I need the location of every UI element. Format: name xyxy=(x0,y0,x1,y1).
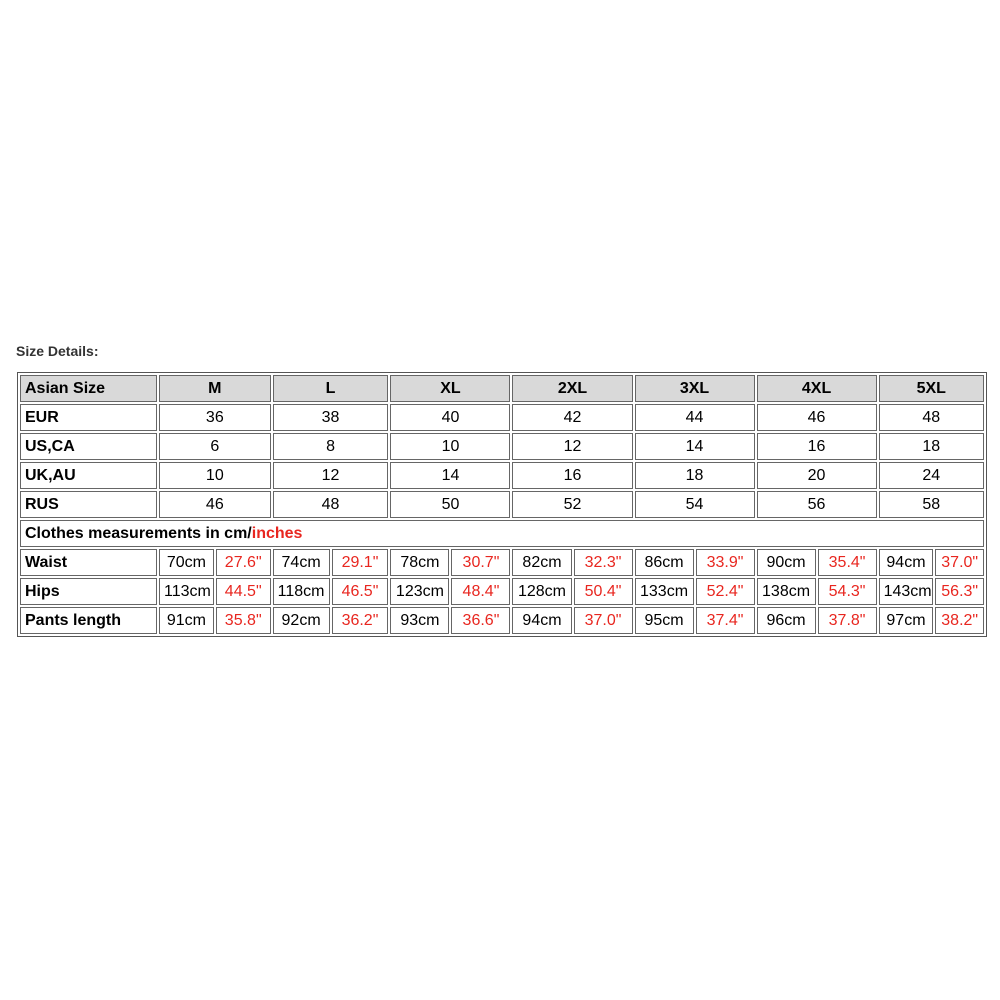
size-header: 4XL xyxy=(757,375,877,402)
size-value: 18 xyxy=(635,462,755,489)
conversion-row xyxy=(20,462,984,489)
cm-value: 118cm xyxy=(273,578,330,605)
size-value: 16 xyxy=(757,433,877,460)
size-value: 12 xyxy=(273,462,389,489)
measurement-row xyxy=(20,549,984,576)
row-label: Pants length xyxy=(20,607,157,634)
row-label: Hips xyxy=(20,578,157,605)
size-chart-table xyxy=(17,372,987,637)
inch-value: 37.0" xyxy=(574,607,633,634)
size-value: 36 xyxy=(159,404,271,431)
inch-value: 46.5" xyxy=(332,578,389,605)
measurement-row xyxy=(20,607,984,634)
size-value: 48 xyxy=(879,404,984,431)
cm-value: 143cm xyxy=(879,578,934,605)
size-value: 14 xyxy=(390,462,510,489)
inch-value: 33.9" xyxy=(696,549,755,576)
size-value: 18 xyxy=(879,433,984,460)
inch-value: 36.2" xyxy=(332,607,389,634)
inch-value: 52.4" xyxy=(696,578,755,605)
size-value: 10 xyxy=(159,462,271,489)
inch-value: 56.3" xyxy=(935,578,984,605)
inch-value: 30.7" xyxy=(451,549,510,576)
row-label: US,CA xyxy=(20,433,157,460)
inch-value: 37.0" xyxy=(935,549,984,576)
size-value: 48 xyxy=(273,491,389,518)
size-header: M xyxy=(159,375,271,402)
row-label: Waist xyxy=(20,549,157,576)
inch-value: 35.8" xyxy=(216,607,271,634)
size-header: XL xyxy=(390,375,510,402)
conversion-row xyxy=(20,433,984,460)
size-value: 40 xyxy=(390,404,510,431)
inch-value: 37.4" xyxy=(696,607,755,634)
row-label: UK,AU xyxy=(20,462,157,489)
cm-value: 94cm xyxy=(879,549,934,576)
section-text: Clothes measurements in cm/ xyxy=(25,524,252,542)
size-value: 54 xyxy=(635,491,755,518)
cm-value: 138cm xyxy=(757,578,816,605)
size-value: 6 xyxy=(159,433,271,460)
measurement-row xyxy=(20,578,984,605)
cm-value: 90cm xyxy=(757,549,816,576)
cm-value: 97cm xyxy=(879,607,934,634)
inch-value: 29.1" xyxy=(332,549,389,576)
size-header: 2XL xyxy=(512,375,632,402)
cm-value: 128cm xyxy=(512,578,571,605)
cm-value: 133cm xyxy=(635,578,694,605)
cm-value: 74cm xyxy=(273,549,330,576)
cm-value: 86cm xyxy=(635,549,694,576)
inch-value: 44.5" xyxy=(216,578,271,605)
conversion-row xyxy=(20,491,984,518)
header-label: Asian Size xyxy=(20,375,157,402)
cm-value: 92cm xyxy=(273,607,330,634)
inch-value: 37.8" xyxy=(818,607,877,634)
size-value: 50 xyxy=(390,491,510,518)
size-value: 46 xyxy=(159,491,271,518)
size-header: 5XL xyxy=(879,375,984,402)
cm-value: 82cm xyxy=(512,549,571,576)
inch-value: 38.2" xyxy=(935,607,984,634)
row-label: EUR xyxy=(20,404,157,431)
size-value: 8 xyxy=(273,433,389,460)
cm-value: 113cm xyxy=(159,578,214,605)
size-value: 24 xyxy=(879,462,984,489)
cm-value: 96cm xyxy=(757,607,816,634)
header-row xyxy=(20,375,984,402)
cm-value: 91cm xyxy=(159,607,214,634)
size-value: 56 xyxy=(757,491,877,518)
row-label: RUS xyxy=(20,491,157,518)
cm-value: 95cm xyxy=(635,607,694,634)
inch-value: 32.3" xyxy=(574,549,633,576)
size-value: 38 xyxy=(273,404,389,431)
size-value: 46 xyxy=(757,404,877,431)
size-value: 14 xyxy=(635,433,755,460)
size-value: 10 xyxy=(390,433,510,460)
conversion-row xyxy=(20,404,984,431)
size-header: L xyxy=(273,375,389,402)
inch-value: 50.4" xyxy=(574,578,633,605)
cm-value: 70cm xyxy=(159,549,214,576)
inch-value: 27.6" xyxy=(216,549,271,576)
size-value: 58 xyxy=(879,491,984,518)
section-row xyxy=(20,520,984,547)
inch-value: 35.4" xyxy=(818,549,877,576)
size-header: 3XL xyxy=(635,375,755,402)
page-title: Size Details: xyxy=(16,343,99,359)
size-value: 44 xyxy=(635,404,755,431)
cm-value: 94cm xyxy=(512,607,571,634)
size-value: 12 xyxy=(512,433,632,460)
size-value: 42 xyxy=(512,404,632,431)
inch-value: 36.6" xyxy=(451,607,510,634)
cm-value: 123cm xyxy=(390,578,449,605)
section-highlight: inches xyxy=(251,524,303,542)
inch-value: 48.4" xyxy=(451,578,510,605)
cm-value: 78cm xyxy=(390,549,449,576)
size-value: 16 xyxy=(512,462,632,489)
size-value: 20 xyxy=(757,462,877,489)
inch-value: 54.3" xyxy=(818,578,877,605)
size-value: 52 xyxy=(512,491,632,518)
section-heading xyxy=(20,520,984,547)
cm-value: 93cm xyxy=(390,607,449,634)
